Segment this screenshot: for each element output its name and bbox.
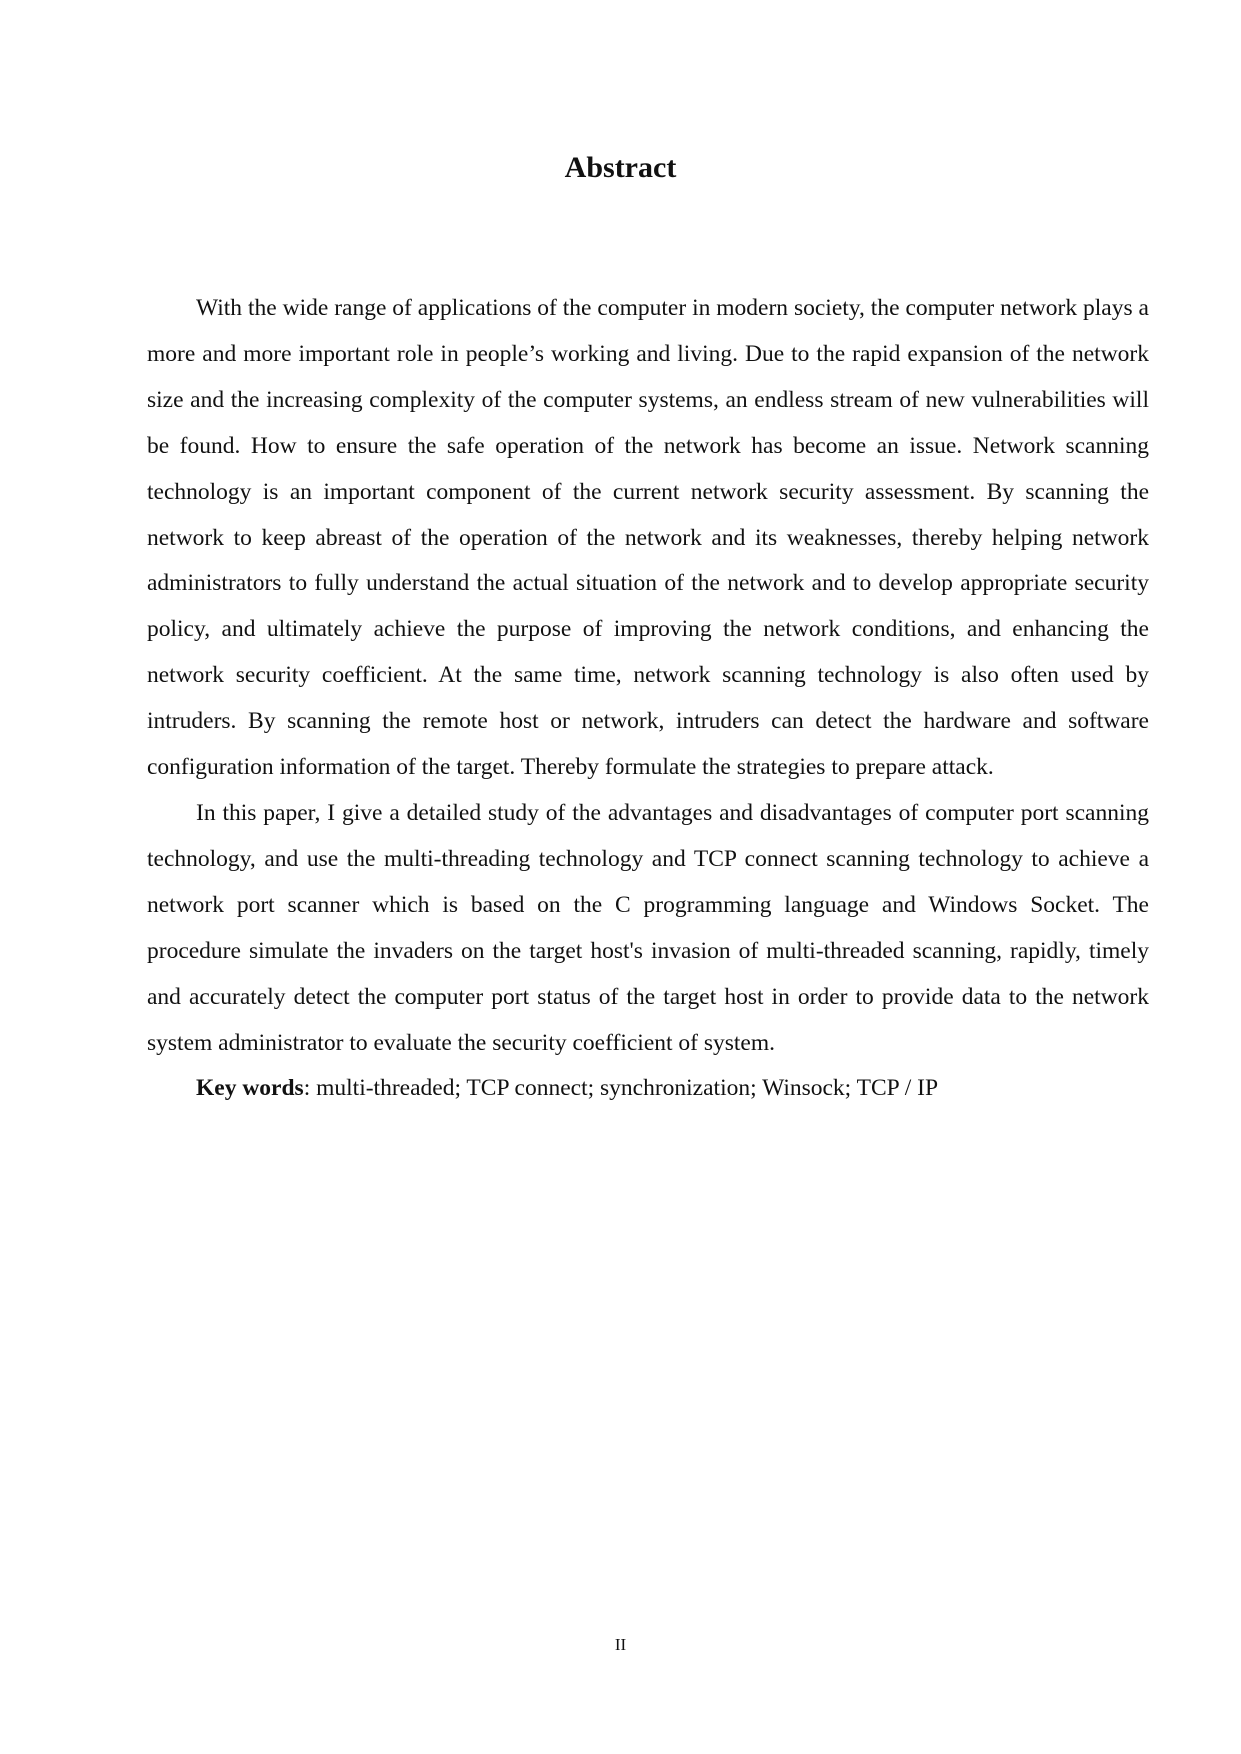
keywords-line <box>147 1066 1149 1112</box>
keywords-label: Key words <box>196 1075 304 1102</box>
page-number: II <box>614 1635 627 1654</box>
abstract-body <box>147 286 1149 1112</box>
keywords-text: : multi-threaded; TCP connect; synchronization; Winsock; TCP / IP <box>303 1075 939 1102</box>
abstract-paragraph-1: With the wide range of applications of the computer in modern society, the computer network plays a more and more important role in people’s working and living. Due to the rapid expansion of the network size and the increasing complexity of the computer systems, an endless stream of new vulnerabilities will be found. How to ensure the safe operation of the network has become an issue. Network scanning technology is an important component of the current network security assessment. By scanning the network to keep abreast of the operation of the network and its weaknesses, thereby helping network administrators to fully understand the actual situation of the network and to develop appropriate security policy, and ultimately achieve the purpose of improving the network conditions, and enhancing the network security coefficient. At the same time, network scanning technology is also often used by intruders. By scanning the remote host or network, intruders can detect the hardware and software configuration information of the target. Thereby formulate the strategies to prepare attack. <box>147 295 1149 781</box>
abstract-paragraph-2: In this paper, I give a detailed study of the advantages and disadvantages of computer port scanning technology, and use the multi-threading technology and TCP connect scanning technology to achieve a network port scanner which is based on the C programming language and Windows Socket. The procedure simulate the invaders on the target host's invasion of multi-threaded scanning, rapidly, timely and accurately detect the computer port status of the target host in order to provide data to the network system administrator to evaluate the security coefficient of system. <box>147 799 1149 1056</box>
abstract-title: Abstract <box>564 151 677 184</box>
